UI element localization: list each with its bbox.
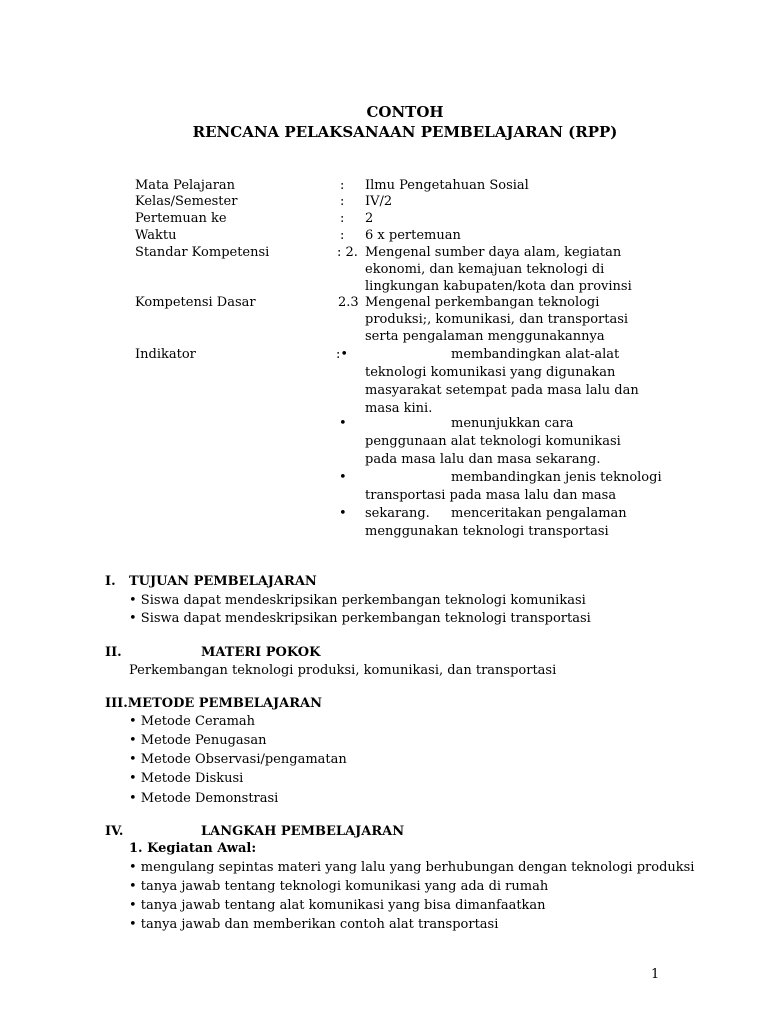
indikator-lead: menceritakan pengalaman [451,506,627,521]
indikator-bullet: • [339,470,347,485]
list-item: • tanya jawab dan memberikan contoh alat transportasi [129,917,499,932]
indikator-lead: membandingkan jenis teknologi [451,470,662,485]
kd-number: 2.3 [338,295,359,310]
identity-value: 2 [365,211,374,226]
indikator-item [365,415,655,469]
list-item: • Metode Diskusi [129,771,244,786]
section-heading-langkah: LANGKAH PEMBELAJARAN [201,824,405,839]
identity-colon: : [340,211,345,226]
subheading-kegiatan-awal: 1. Kegiatan Awal: [129,841,257,856]
doc-title-contoh: CONTOH [366,103,444,121]
identity-colon: : [340,228,345,243]
indikator-rest: transportasi pada masa lalu dan masa sekarang. [365,488,617,521]
section-heading-materi: MATERI POKOK [201,645,321,660]
list-item: • Metode Ceramah [129,714,256,729]
section-heading-tujuan: TUJUAN PEMBELAJARAN [129,574,317,589]
identity-label: Pertemuan ke [135,211,227,226]
section-number: II. [105,645,122,660]
indikator-item [365,505,635,541]
identity-label: Mata Pelajaran [135,178,236,193]
identity-label: Waktu [135,228,177,243]
identity-label: Kelas/Semester [135,194,238,209]
indikator-rest: menggunakan teknologi transportasi [365,524,609,539]
sk-value: Mengenal sumber daya alam, kegiatan ekonomi, dan kemajuan teknologi di lingkungan kabupaten/kota dan provinsi [365,245,632,294]
section-number: IV. [105,824,124,839]
identity-colon: : [340,178,345,193]
list-item: • Siswa dapat mendeskripsikan perkembangan teknologi komunikasi [129,593,586,608]
list-item: • tanya jawab tentang alat komunikasi yang bisa dimanfaatkan [129,898,546,913]
indikator-label: Indikator [135,347,196,362]
page-number: 1 [651,967,660,982]
list-item: • tanya jawab tentang teknologi komunikasi yang ada di rumah [129,879,549,894]
indikator-bullet: • [339,506,347,521]
indikator-rest: teknologi komunikasi yang digunakan masyarakat setempat pada masa lalu dan masa kini. [365,365,639,416]
section-text: Perkembangan teknologi produksi, komunikasi, dan transportasi [129,663,557,678]
identity-colon: : [340,194,345,209]
identity-value: 6 x pertemuan [365,228,461,243]
list-item: • Metode Demonstrasi [129,791,279,806]
doc-title-rpp: RENCANA PELAKSANAAN PEMBELAJARAN (RPP) [192,123,618,141]
section-heading-metode: III.METODE PEMBELAJARAN [105,696,322,711]
list-item: • Siswa dapat mendeskripsikan perkembangan teknologi transportasi [129,611,591,626]
indikator-bullet: :• [336,347,349,362]
list-item: • Metode Penugasan [129,733,267,748]
indikator-item [365,346,665,418]
indikator-lead: menunjukkan cara penggunaan [365,416,574,449]
kd-value: Mengenal perkembangan teknologi produksi;, komunikasi, dan transportasi serta pengalaman menggunakannya [365,295,629,344]
identity-value: IV/2 [365,194,393,209]
indikator-lead: membandingkan alat-alat [451,347,620,362]
identity-value: Ilmu Pengetahuan Sosial [365,178,529,193]
indikator-bullet: • [339,416,347,431]
kd-label: Kompetensi Dasar [135,295,256,310]
sk-label: Standar Kompetensi [135,245,270,260]
indikator-rest: alat teknologi komunikasi pada masa lalu dan masa sekarang. [365,434,621,467]
section-number: I. [105,574,116,589]
list-item: • Metode Observasi/pengamatan [129,752,347,767]
list-item: • mengulang sepintas materi yang lalu yang berhubungan dengan teknologi produksi [129,860,695,875]
sk-number: : 2. [337,245,358,260]
